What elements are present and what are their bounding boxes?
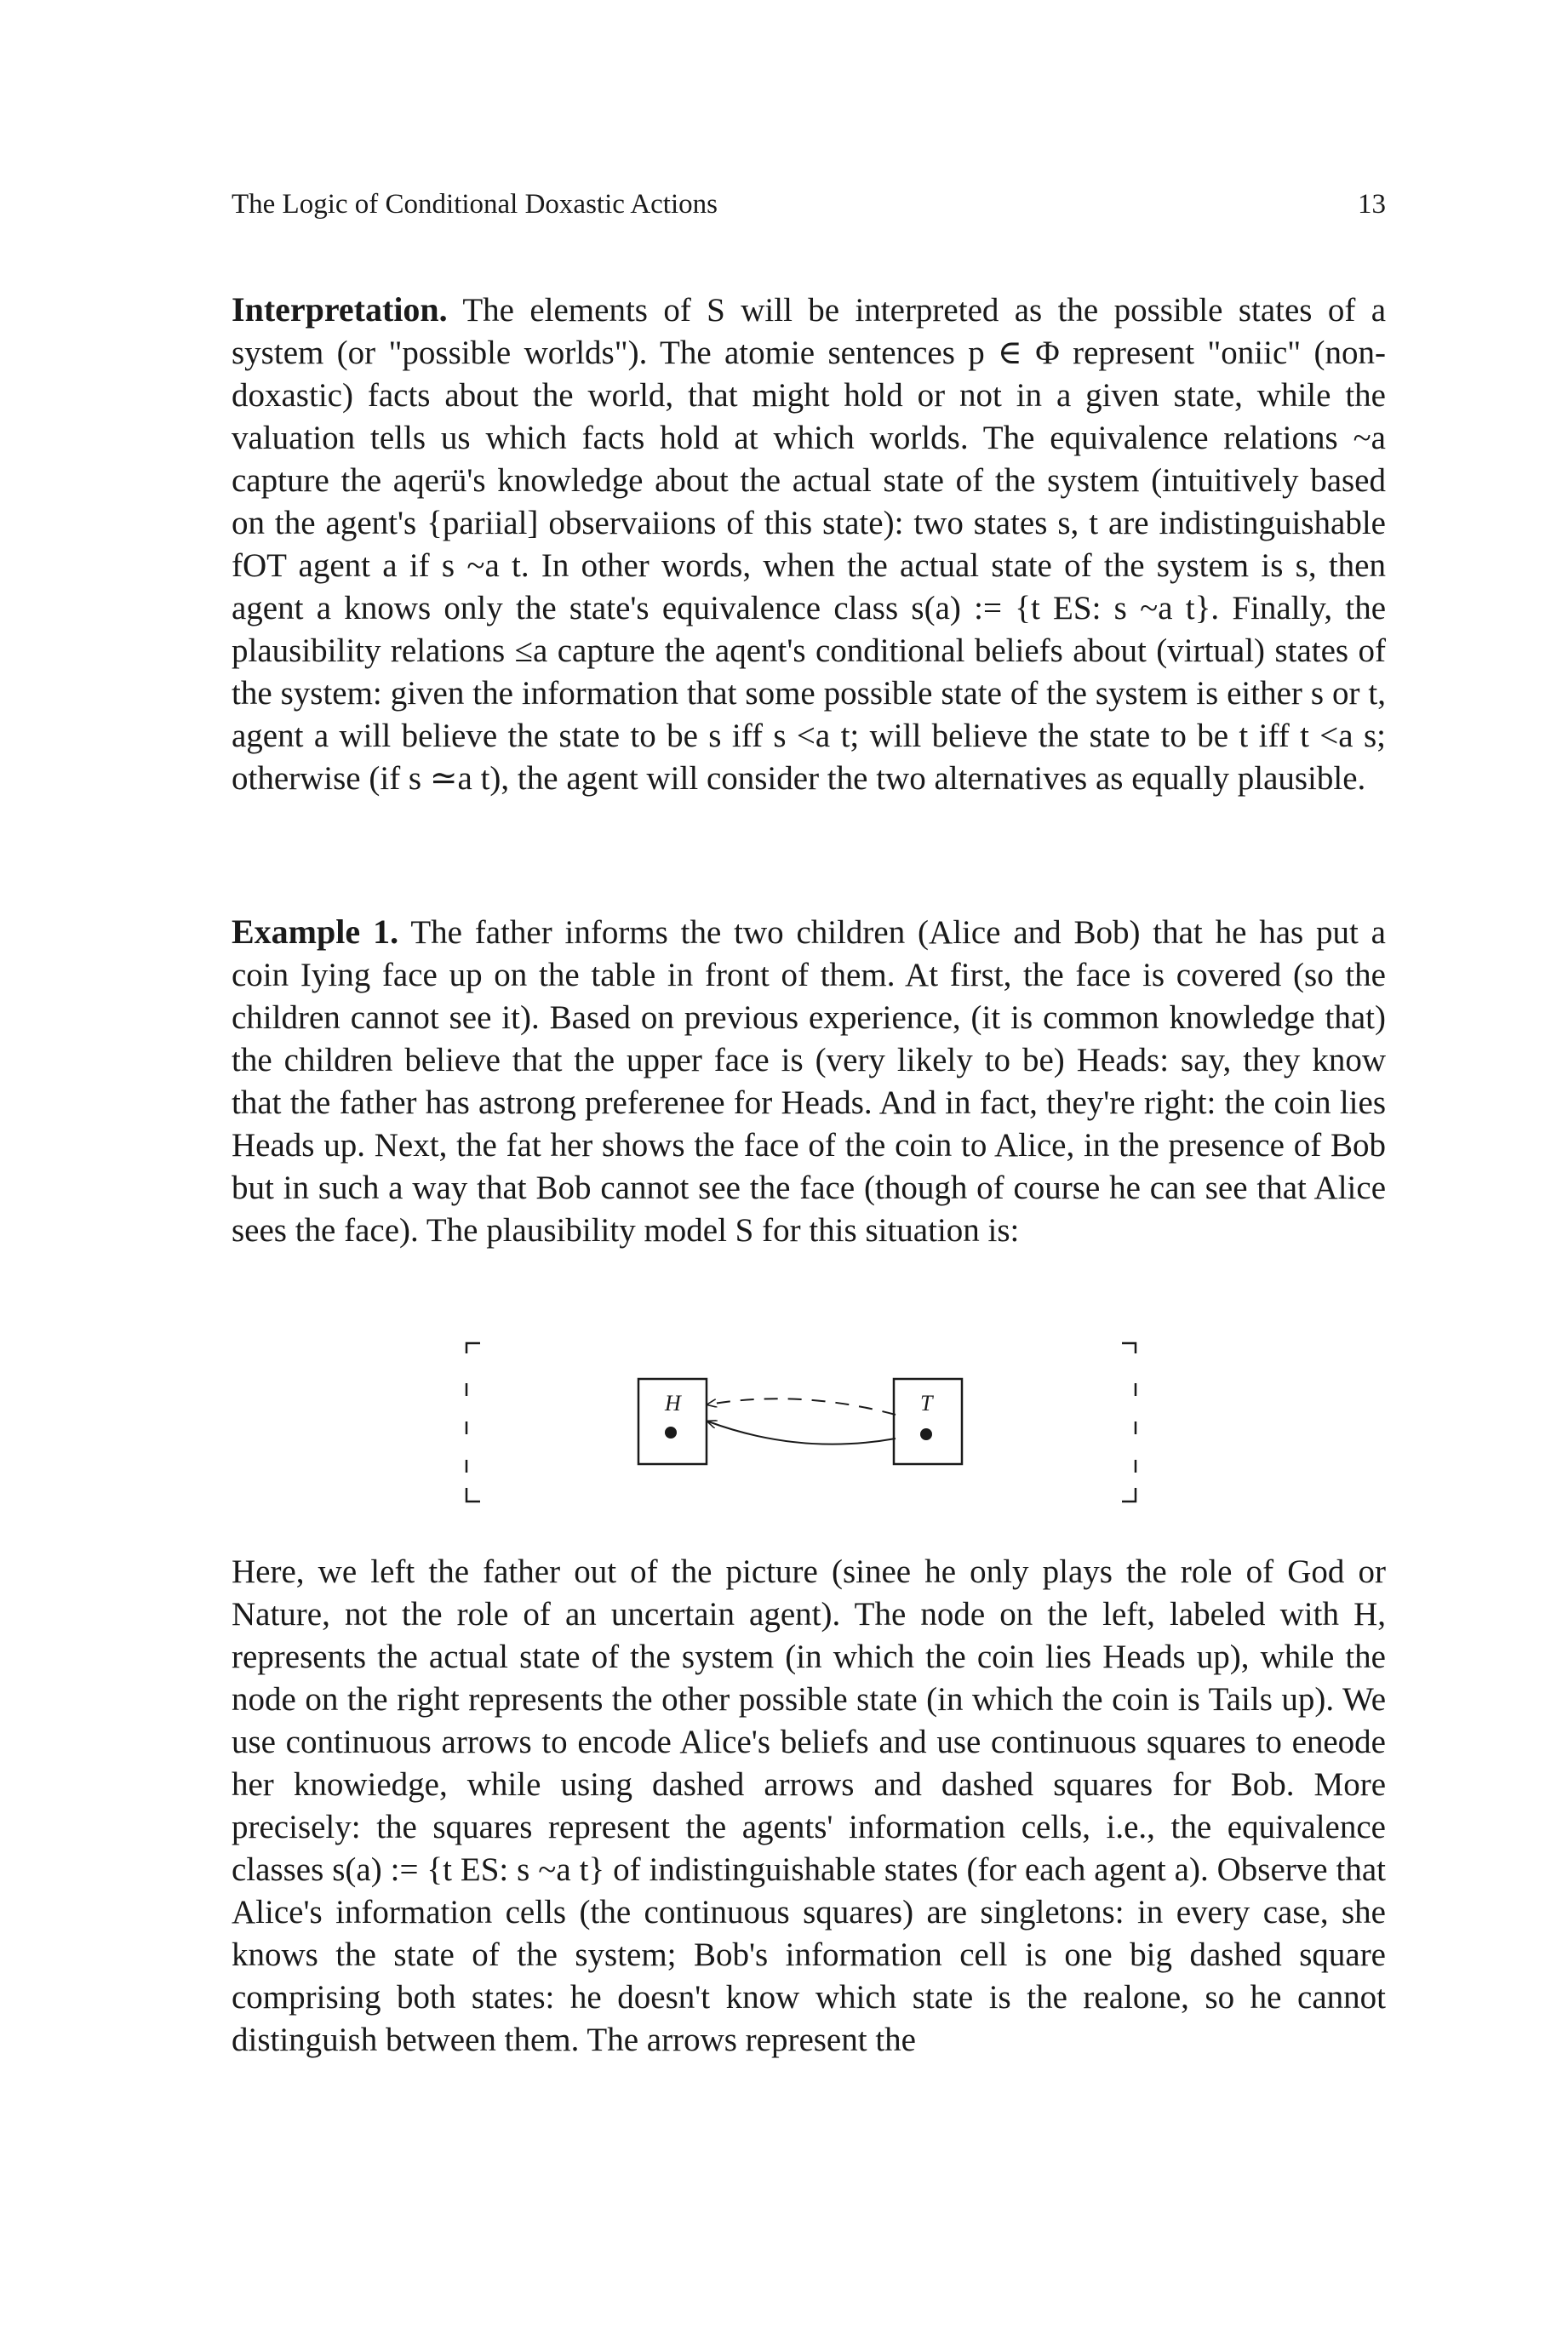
- tails-node: [920, 1428, 932, 1440]
- explanation-paragraph: [232, 1551, 1386, 2062]
- explanation-text: Here, we left the father out of the picture (sinee he only plays the role of God or Nature, not the role of an uncertain agent). The node on the left, labeled with H, represents the actual state of the system (in which the coin lies Heads up), while the node on the right represents the other possible state (in which the coin is Tails up). We use continuous arrows to encode Alice's beliefs and use continuous squares to eneode her knowiedge, while using dashed arrows and dashed squares for Bob. More precisely: the squares represent the agents' information cells, i.e., the equivalence classes s(a) := {t ES: s ~a t} of indistinguishable states (for each agent a). Observe that Alice's information cells (the continuous squares) are singletons: in every case, she knows the state of the system; Bob's information cell is one big dashed square comprising both states: he doesn't know which state is the realone, so he cannot distinguish between them. The arrows represent the: [232, 1553, 1386, 2058]
- page-number: 13: [1358, 189, 1386, 220]
- heads-node: [665, 1427, 677, 1439]
- interpretation-heading: Interpretation.: [232, 290, 448, 329]
- bob-belief-arrow: [708, 1399, 896, 1415]
- interpretation-paragraph: [232, 289, 1386, 800]
- bob-information-cell: [466, 1343, 1136, 1502]
- heads-node-label: H: [665, 1391, 681, 1416]
- plausibility-model-diagram: [460, 1336, 1158, 1515]
- example-heading: Example 1.: [232, 912, 399, 951]
- tails-node-label: T: [920, 1391, 933, 1416]
- example-text: The father informs the two children (Alice and Bob) that he has put a coin Iying face up on the table in front of them. At first, the face is covered (so the children cannot see it). Based on previous experience, (it is common knowledge that) the children believe that the upper face is (very likely to be) Heads: say, they know that the father has astrong preferenee for Heads. And in fact, they're right: the coin lies Heads up. Next, the fat her shows the face of the coin to Alice, in the presence of Bob but in such a way that Bob cannot see the face (though of course he can see that Alice sees the face). The plausibility model S for this situation is:: [232, 914, 1386, 1249]
- running-title: The Logic of Conditional Doxastic Actions: [232, 189, 718, 220]
- example-paragraph: [232, 911, 1386, 1252]
- interpretation-text: The elements of S will be interpreted as the possible states of a system (or "possible worlds"). The atomie sentences p ∈ Φ represent "oniic" (non-doxastic) facts about the world, that might hold or not in a given state, while the valuation tells us which facts hold at which worlds. The equivalence relations ~a capture the aqerü's knowledge about the actual state of the system (intuitively based on the agent's {pariial] observaiions of this state): two states s, t are indistinguishable fOT agent a if s ~a t. In other words, when the actual state of the system is s, then agent a knows only the state's equivalence class s(a) := {t ES: s ~a t}. Finally, the plausibility relations ≤a capture the aqent's conditional beliefs about (virtual) states of the system: given the information that some possible state of the system is either s or t, agent a will believe the state to be s iff s <a t; will believe the state to be t iff t <a s; otherwise (if s ≃a t), the agent will consider the two alternatives as equally plausible.: [232, 292, 1386, 797]
- page-header: [232, 189, 1386, 220]
- diagram-svg: [460, 1336, 1158, 1515]
- alice-belief-arrow: [708, 1421, 896, 1444]
